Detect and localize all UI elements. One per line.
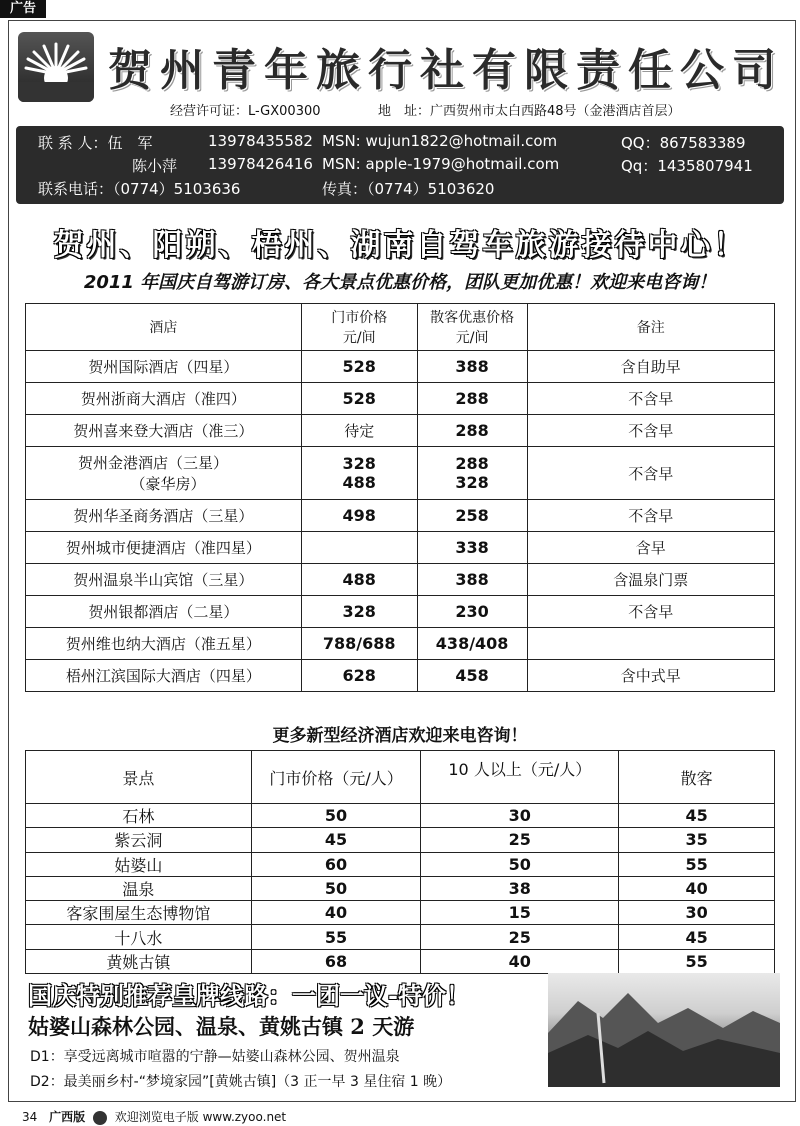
list-price: 528 [301, 351, 417, 383]
single-price: 45 [619, 925, 775, 949]
header-list-price: 门市价格（元/人） [251, 751, 421, 804]
group-price: 40 [421, 949, 619, 973]
group-price: 50 [421, 852, 619, 876]
hotel-name: 贺州金港酒店（三星） （豪华房） [26, 447, 302, 500]
hotel-price-table [25, 303, 775, 692]
spot-name: 石林 [26, 804, 252, 828]
header-spot: 景点 [26, 751, 252, 804]
list-price: 498 [301, 500, 417, 532]
spot-name: 十八水 [26, 925, 252, 949]
spot-name: 紫云洞 [26, 828, 252, 852]
table-row [26, 852, 775, 876]
table-header-row [26, 751, 775, 804]
hotel-name: 贺州华圣商务酒店（三星） [26, 500, 302, 532]
table-row [26, 447, 775, 500]
note: 含自助早 [527, 351, 774, 383]
hotel-name: 贺州国际酒店（四星） [26, 351, 302, 383]
list-price: 50 [251, 876, 421, 900]
discount-price: 288 [417, 383, 527, 415]
list-price: 60 [251, 852, 421, 876]
discount-price: 258 [417, 500, 527, 532]
phone-2: 13978426416 [208, 155, 313, 173]
contact-person-2: 陈小萍 [132, 157, 178, 175]
license-number: 经营许可证：L-GX00300 [170, 104, 321, 119]
discount-price: 338 [417, 532, 527, 564]
list-price: 528 [301, 383, 417, 415]
discount-price: 388 [417, 351, 527, 383]
spot-name: 客家围屋生态博物馆 [26, 901, 252, 925]
note: 含温泉门票 [527, 564, 774, 596]
note [527, 628, 774, 660]
more-hotels-notice: 更多新型经济酒店欢迎来电咨询！ [272, 726, 528, 746]
list-price: 待定 [301, 415, 417, 447]
contact-person: 联 系 人：伍 军 [38, 134, 153, 152]
discount-price: 288 328 [417, 447, 527, 500]
table-header-row [26, 304, 775, 351]
group-price: 38 [421, 876, 619, 900]
table-row [26, 383, 775, 415]
sun-logo-icon [18, 32, 94, 102]
msn-2: MSN: apple-1979@hotmail.com [322, 155, 560, 173]
table-row [26, 628, 775, 660]
note: 不含早 [527, 383, 774, 415]
note: 不含早 [527, 415, 774, 447]
table-row [26, 828, 775, 852]
note: 含中式早 [527, 660, 774, 692]
list-price: 628 [301, 660, 417, 692]
discount-price: 230 [417, 596, 527, 628]
discount-price: 438/408 [417, 628, 527, 660]
company-address: 地 址：广西贺州市太白西路48号（金港酒店首层） [378, 104, 681, 119]
header-hotel: 酒店 [26, 304, 302, 351]
phone-1: 13978435582 [208, 132, 313, 150]
list-price: 328 [301, 596, 417, 628]
table-row [26, 660, 775, 692]
discount-price: 458 [417, 660, 527, 692]
list-price: 45 [251, 828, 421, 852]
list-price: 55 [251, 925, 421, 949]
note: 不含早 [527, 447, 774, 500]
single-price: 35 [619, 828, 775, 852]
group-price: 25 [421, 925, 619, 949]
contact-box [16, 126, 784, 204]
table-row [26, 415, 775, 447]
header-list-price: 门市价格 元/间 [301, 304, 417, 351]
group-price: 30 [421, 804, 619, 828]
list-price: 68 [251, 949, 421, 973]
itinerary-day-1: D1：享受远离城市喧嚣的宁静—姑婆山森林公园、贺州温泉 [30, 1049, 400, 1065]
spot-name: 温泉 [26, 876, 252, 900]
main-banner: 贺州、阳朔、梧州、湖南自驾车旅游接待中心！ [53, 228, 747, 263]
note: 不含早 [527, 500, 774, 532]
company-name: 贺州青年旅行社有限责任公司 [108, 45, 784, 96]
msn-1: MSN: wujun1822@hotmail.com [322, 132, 558, 150]
single-price: 55 [619, 852, 775, 876]
list-price: 50 [251, 804, 421, 828]
qq-2: Qq：1435807941 [621, 157, 753, 175]
page-footer [22, 1108, 286, 1125]
mountain-photo [548, 973, 780, 1087]
website-text: 欢迎浏览电子版 www.zyoo.net [114, 1110, 287, 1124]
header-discount-price: 散客优惠价格 元/间 [417, 304, 527, 351]
page-number: 34 [22, 1110, 38, 1124]
logo-icon [93, 1111, 107, 1125]
table-row [26, 351, 775, 383]
table-row [26, 500, 775, 532]
table-row [26, 564, 775, 596]
note: 含早 [527, 532, 774, 564]
list-price [301, 532, 417, 564]
group-price: 25 [421, 828, 619, 852]
hotel-name: 贺州银都酒店（二星） [26, 596, 302, 628]
spot-name: 黄姚古镇 [26, 949, 252, 973]
header-note: 备注 [527, 304, 774, 351]
route-title: 国庆特别推荐皇牌线路：一团一议-特价！ [28, 981, 470, 1010]
single-price: 30 [619, 901, 775, 925]
table-row [26, 925, 775, 949]
list-price: 488 [301, 564, 417, 596]
list-price: 788/688 [301, 628, 417, 660]
table-row [26, 949, 775, 973]
ad-label: 广告 [0, 0, 46, 18]
note: 不含早 [527, 596, 774, 628]
header-single-price: 散客 [619, 751, 775, 804]
hotel-name: 贺州浙商大酒店（准四） [26, 383, 302, 415]
table-row [26, 532, 775, 564]
route-subtitle: 姑婆山森林公园、温泉、黄姚古镇 2 天游 [28, 1014, 415, 1039]
list-price: 40 [251, 901, 421, 925]
header-group-price: 10 人以上（元/人） [421, 751, 619, 804]
edition-label: 广西版 [49, 1110, 86, 1124]
hotel-name: 贺州喜来登大酒店（准三） [26, 415, 302, 447]
hotel-name: 贺州温泉半山宾馆（三星） [26, 564, 302, 596]
fax: 传真：（0774）5103620 [322, 180, 495, 198]
list-price: 328 488 [301, 447, 417, 500]
spot-name: 姑婆山 [26, 852, 252, 876]
telephone: 联系电话：（0774）5103636 [38, 180, 241, 198]
single-price: 40 [619, 876, 775, 900]
table-row [26, 804, 775, 828]
qq-1: QQ：867583389 [621, 134, 746, 152]
single-price: 55 [619, 949, 775, 973]
table-row [26, 901, 775, 925]
scenic-spot-table [25, 750, 775, 974]
table-row [26, 876, 775, 900]
discount-price: 388 [417, 564, 527, 596]
sub-banner: 2011 年国庆自驾游订房、各大景点优惠价格，团队更加优惠！欢迎来电咨询！ [83, 272, 717, 293]
hotel-name: 梧州江滨国际大酒店（四星） [26, 660, 302, 692]
single-price: 45 [619, 804, 775, 828]
group-price: 15 [421, 901, 619, 925]
table-row [26, 596, 775, 628]
hotel-name: 贺州城市便捷酒店（准四星） [26, 532, 302, 564]
discount-price: 288 [417, 415, 527, 447]
itinerary-day-2: D2：最美丽乡村-“梦境家园”[黄姚古镇]（3 正一早 3 星住宿 1 晚） [30, 1074, 452, 1090]
hotel-name: 贺州维也纳大酒店（准五星） [26, 628, 302, 660]
